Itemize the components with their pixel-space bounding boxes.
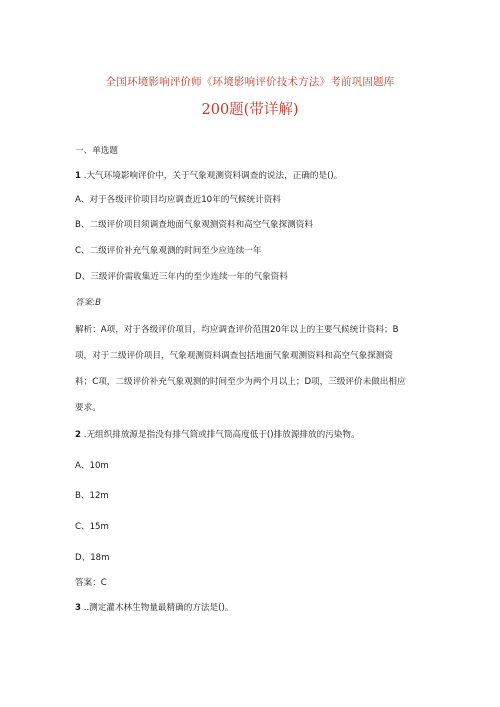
question-number: 2	[75, 430, 81, 440]
section-heading: 一、单选题	[75, 146, 118, 156]
option-c: C、二级评价补充气象观测的时间至少应连续一年	[75, 246, 262, 256]
answer-label: 答案:B	[75, 298, 101, 308]
explanation-line: 料；C项，二级评价补充气象观测的时间至少为两个月以上；D项，三级评价未做出相应	[75, 377, 406, 387]
document-subtitle: 200题(带详解)	[201, 102, 299, 118]
option-d: D、三级评价需收集近三年内的至少连续一年的气象资料	[75, 272, 288, 282]
explanation-line: 项，对于二级评价项目，气象观测资料调查包括地面气象观测资料和高空气象探测资	[75, 351, 393, 361]
question-number: 1	[75, 171, 81, 181]
question-2	[75, 429, 435, 441]
answer-label: 答案：C	[75, 578, 107, 588]
option-b: B、二级评价项目须调查地面气象观测资料和高空气象探测资料	[75, 220, 313, 230]
question-1	[75, 170, 435, 182]
question-3	[75, 602, 435, 614]
option-b: B、12m	[75, 491, 109, 501]
option-a: A、10m	[75, 461, 109, 471]
option-d: D、18m	[75, 553, 110, 563]
question-number: 3	[75, 603, 81, 613]
option-a: A、对于各级评价项目均应调查近10年的气候统计资料	[75, 195, 281, 205]
explanation-line: 解析：A项，对于各级评价项目，均应调查评价范围20年以上的主要气候统计资料；B	[75, 325, 399, 335]
explanation-line: 要求。	[75, 403, 101, 413]
document-title: 全国环境影响评价师《环境影响评价技术方法》考前巩固题库	[105, 76, 395, 88]
option-c: C、15m	[75, 522, 109, 532]
question-stem: ..测定灌木林生物量最精确的方法是()。	[83, 603, 234, 613]
question-stem: .大气环境影响评价中，关于气象观测资料调查的说法，正确的是()。	[83, 171, 343, 181]
question-stem: .无组织排放源是指没有排气筒或排气筒高度低于()排放源排放的污染物。	[83, 430, 360, 440]
